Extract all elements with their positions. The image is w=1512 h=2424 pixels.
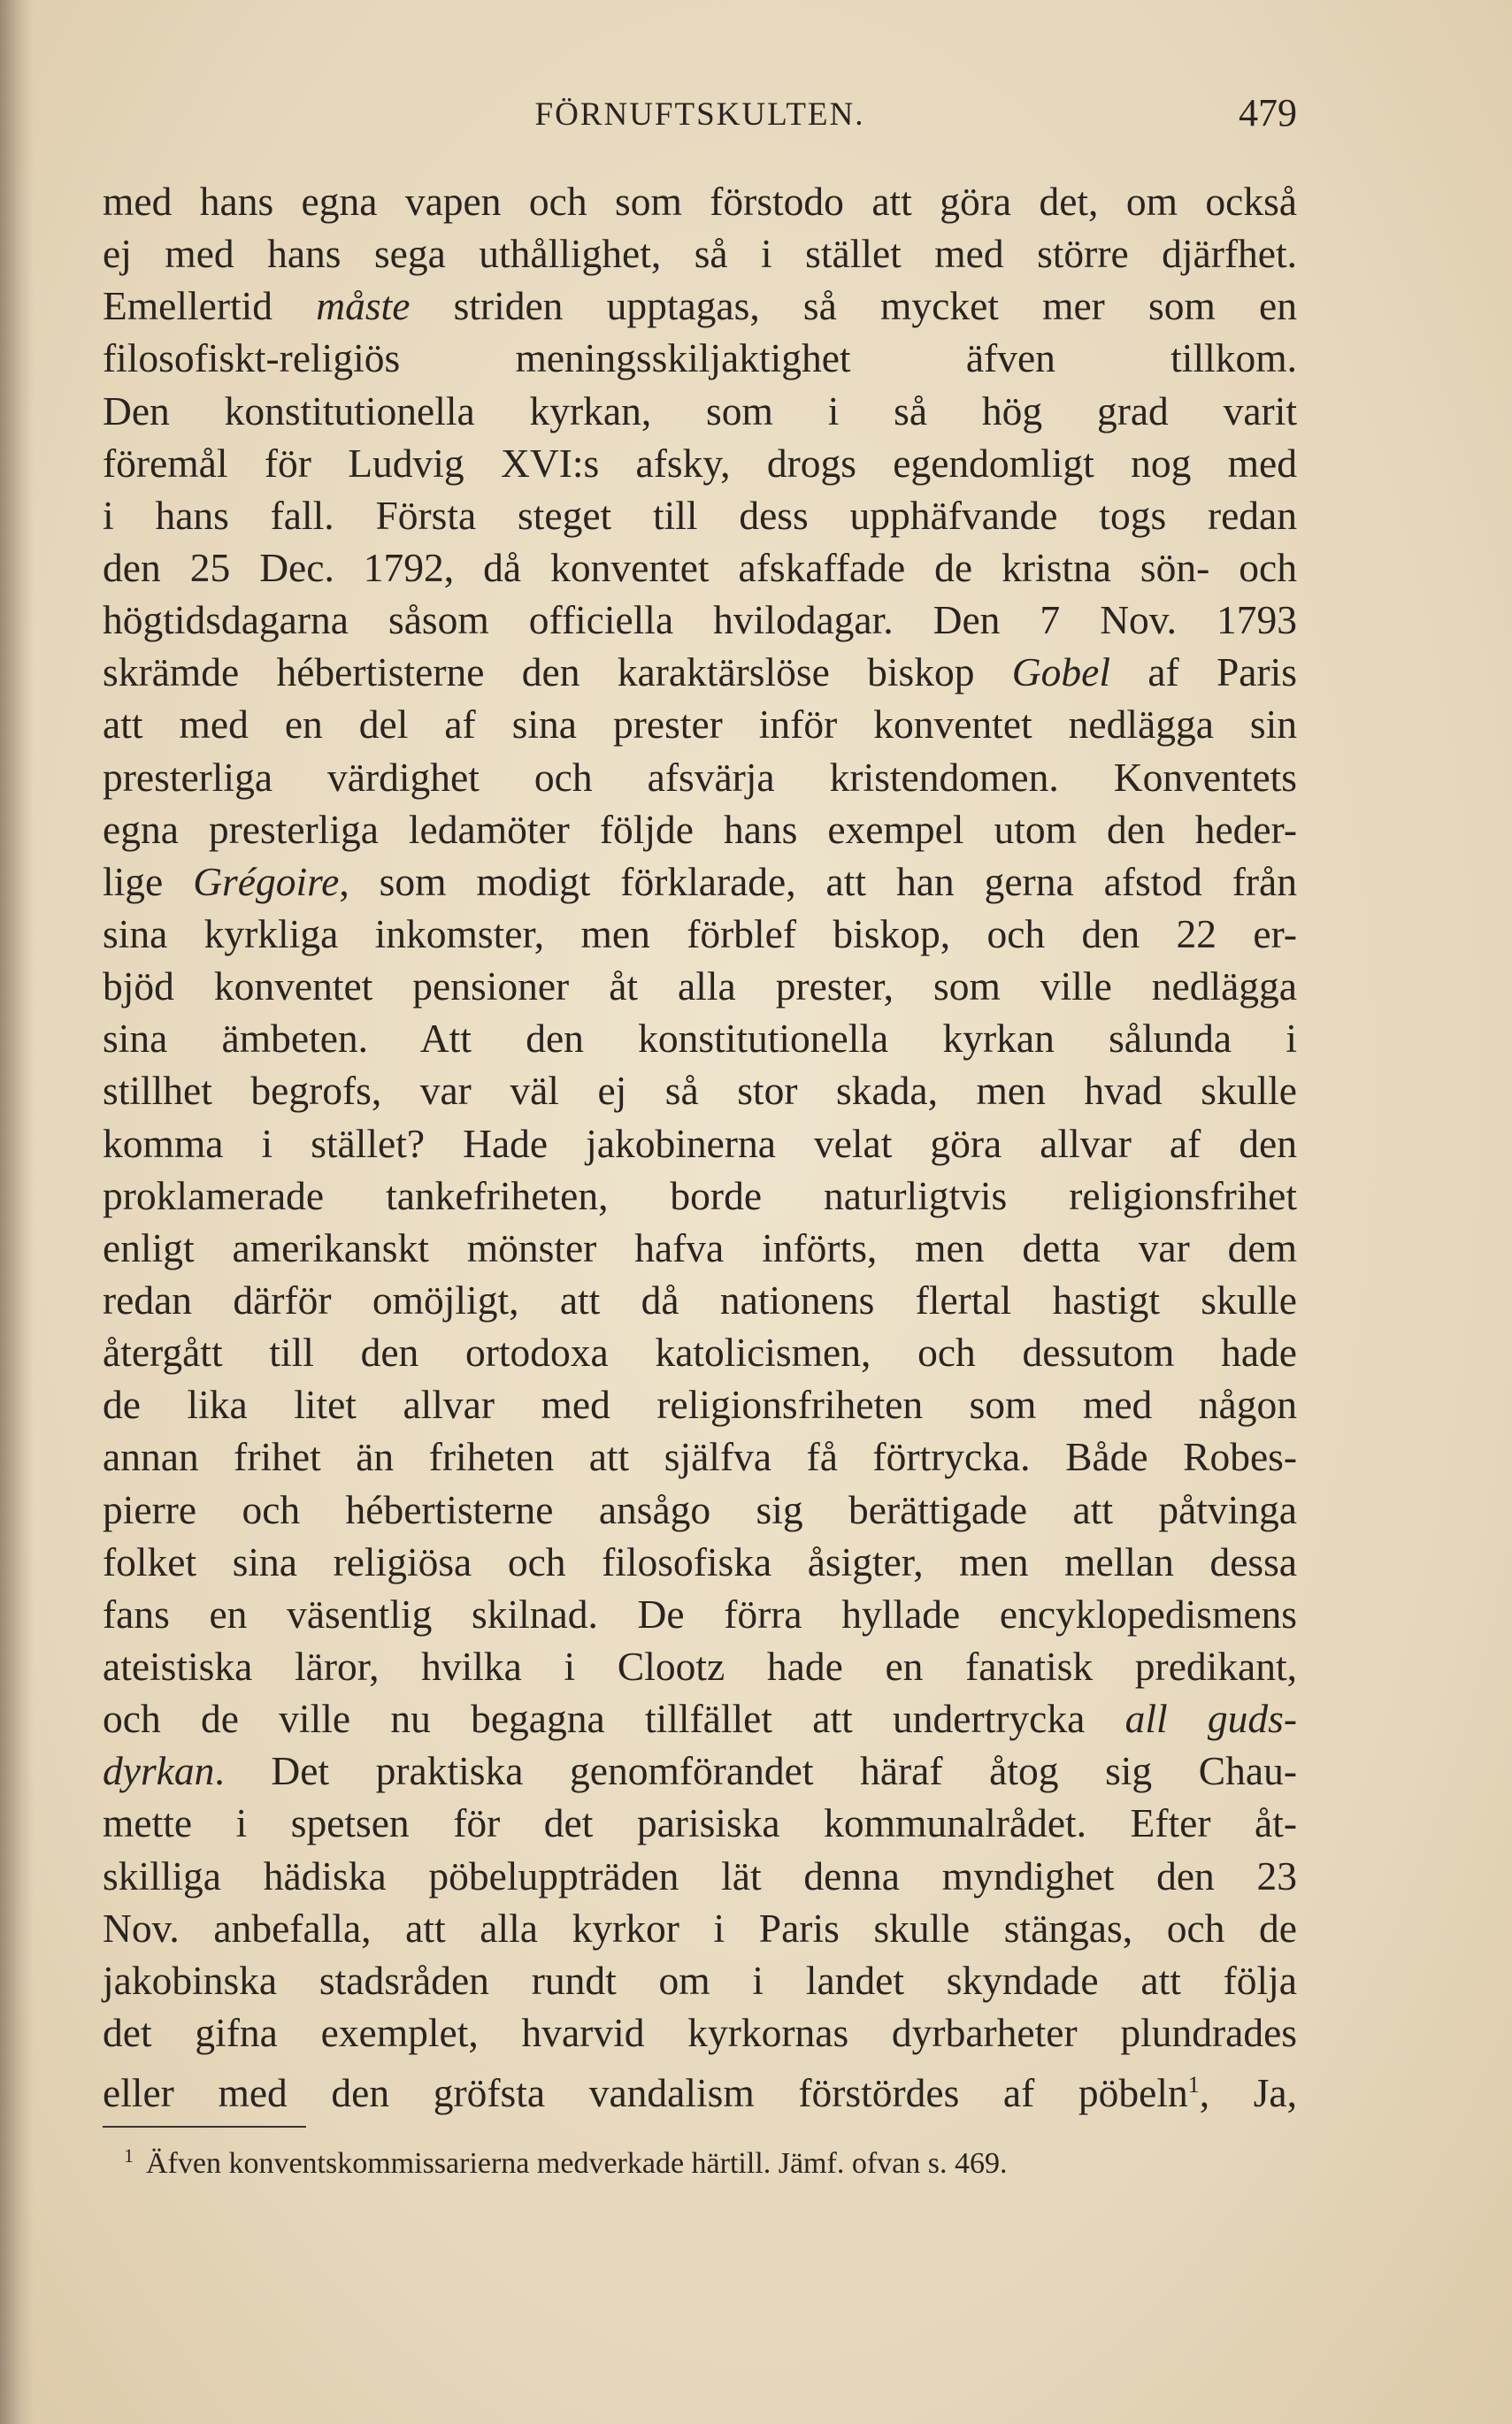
text-line-part: Ja, — [1253, 2070, 1297, 2116]
text-line: pierre och hébertisterne ansågo sig berättigade att påtvinga — [103, 1486, 1297, 1532]
text-line: det gifna exemplet, hvarvid kyrkornas dyrbarheter plundrades — [103, 2009, 1297, 2055]
footnote — [124, 2136, 1297, 2183]
text-line: och de ville nu begagna tillfället att undertrycka all guds- — [103, 1696, 1297, 1742]
text-line: Nov. anbefalla, att alla kyrkor i Paris skulle stängas, och de — [103, 1905, 1297, 1951]
text-line: annan frihet än friheten att själfva få förtrycka. Både Robes- — [103, 1434, 1297, 1480]
text-line: filosofiskt-religiös meningsskiljaktighet äfven tillkom. — [103, 335, 1297, 381]
text-line: skilliga hädiska pöbeluppträden lät denna myndighet den 23 — [103, 1853, 1297, 1899]
body-text — [103, 175, 1297, 2116]
text-line: egna presterliga ledamöter följde hans exempel utom den heder- — [103, 806, 1297, 852]
running-title: FÖRNUFTSKULTEN. — [534, 96, 865, 133]
text-line: återgått till den ortodoxa katolicismen, och dessutom hade — [103, 1330, 1297, 1376]
text-line: de lika litet allvar med religionsfriheten som med någon — [103, 1382, 1297, 1428]
text-line-part: eller med den gröfsta vandalism förstördes af pöbeln — [103, 2070, 1188, 2116]
text-line: stillhet begrofs, var väl ej så stor skada, men hvad skulle — [103, 1068, 1297, 1114]
text-line: skrämde hébertisterne den karaktärslöse biskop Gobel af Paris — [103, 649, 1297, 695]
text-line: med hans egna vapen och som förstodo att göra det, om också — [103, 179, 1297, 224]
text-line: ej med hans sega uthållighet, så i stället med större djärfhet. — [103, 231, 1297, 277]
text-line: enligt amerikanskt mönster hafva införts, men detta var dem — [103, 1224, 1297, 1270]
text-line: bjöd konventet pensioner åt alla prester, som ville nedlägga — [103, 963, 1297, 1009]
text-line: att med en del af sina prester inför konventet nedlägga sin — [103, 702, 1297, 748]
text-line: högtidsdagarna såsom officiella hvilodagar. Den 7 Nov. 1793 — [103, 597, 1297, 643]
page-number: 479 — [1239, 91, 1297, 134]
footnote-text: Äfven konventskommissarierna medverkade härtill. Jämf. ofvan s. 469. — [146, 2147, 1008, 2180]
text-line: sina ämbeten. Att den konstitutionella kyrkan sålunda i — [103, 1016, 1297, 1062]
text-line: ateistiska läror, hvilka i Clootz hade en fanatisk predikant, — [103, 1643, 1297, 1689]
text-line: proklamerade tankefriheten, borde naturligtvis religionsfrihet — [103, 1172, 1297, 1218]
text-line: fans en väsentlig skilnad. De förra hyllade encyklopedismens — [103, 1591, 1297, 1637]
page-edge-shadow — [0, 0, 34, 2424]
text-line: föremål för Ludvig XVI:s afsky, drogs egendomligt nog med — [103, 440, 1297, 486]
text-line: Emellertid måste striden upptagas, så mycket mer som en — [103, 283, 1297, 329]
footnote-marker: 1 — [124, 2144, 134, 2167]
text-line: mette i spetsen för det parisiska kommunalrådet. Efter åt- — [103, 1800, 1297, 1846]
text-line: eller med den gröfsta vandalism förstördes af pöbeln$^1$, Ja, — [103, 2070, 1297, 2116]
footnote-rule — [103, 2126, 306, 2128]
text-line: i hans fall. Första steget till dess upphäfvande togs redan — [103, 492, 1297, 538]
text-line: redan därför omöjligt, att då nationens flertal hastigt skulle — [103, 1277, 1297, 1323]
text-line: den 25 Dec. 1792, då konventet afskaffade de kristna sön- och — [103, 544, 1297, 590]
text-line: folket sina religiösa och filosofiska åsigter, men mellan dessa — [103, 1538, 1297, 1584]
page-header — [103, 91, 1297, 157]
text-line: dyrkan. Det praktiska genomförandet häraf åtog sig Chau- — [103, 1748, 1297, 1794]
footnote-reference: 1 — [1187, 2072, 1200, 2098]
text-line: jakobinska stadsråden rundt om i landet skyndade att följa — [103, 1957, 1297, 2003]
text-line: komma i stället? Hade jakobinerna velat göra allvar af den — [103, 1120, 1297, 1166]
text-line: Den konstitutionella kyrkan, som i så hög grad varit — [103, 387, 1297, 433]
text-line: presterliga värdighet och afsvärja kristendomen. Konventets — [103, 754, 1297, 800]
text-line: sina kyrkliga inkomster, men förblef biskop, och den 22 er- — [103, 910, 1297, 956]
text-line: lige Grégoire, som modigt förklarade, att han gerna afstod från — [103, 858, 1297, 904]
